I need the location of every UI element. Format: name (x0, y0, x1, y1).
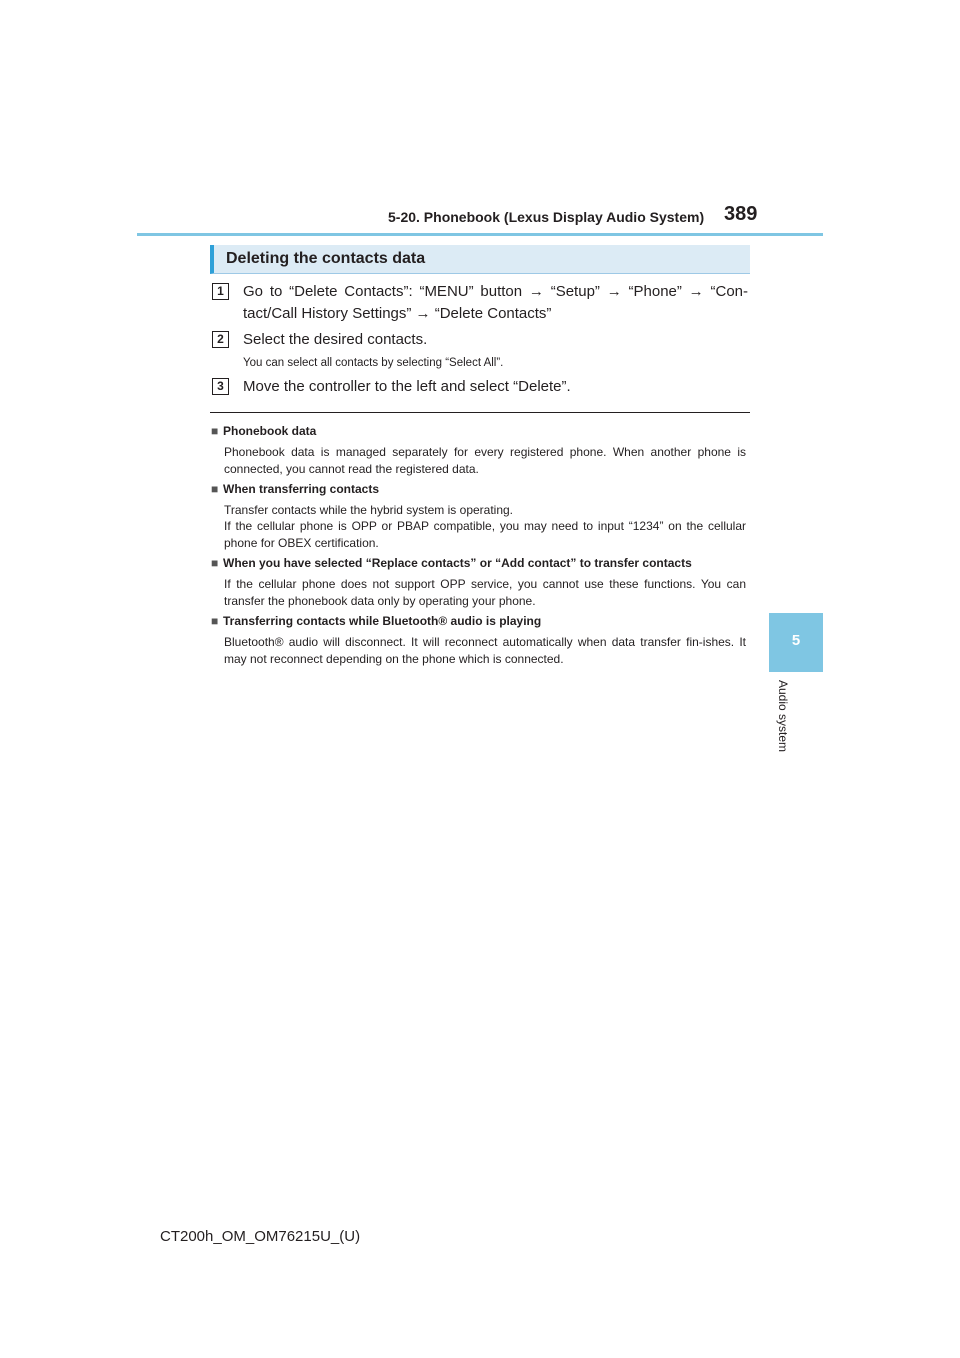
step-text-2: Select the desired contacts. (243, 331, 428, 348)
chapter-tab-label: Audio system (776, 680, 790, 753)
step-note-2: You can select all contacts by selecting “Select All”. (243, 357, 504, 369)
step-number-3: 3 (212, 378, 229, 395)
square-bullet-icon: ■ (211, 556, 219, 570)
note-heading-transferring (211, 482, 379, 496)
note-heading-phonebook (211, 424, 316, 438)
step-number-2: 2 (212, 331, 229, 348)
step-text-3: Move the controller to the left and select “Delete”. (243, 378, 571, 395)
square-bullet-icon: ■ (211, 424, 219, 438)
section-title: Deleting the contacts data (226, 250, 426, 267)
divider (210, 412, 750, 413)
note-heading-text: When transferring contacts (223, 482, 380, 496)
step-text-1: Go to “Delete Contacts”: “MENU” button → “Setup” → “Phone” → “Con-tact/Call History Settings” → “Delete Contacts” (243, 283, 748, 322)
note-heading-text: Phonebook data (223, 424, 317, 438)
header-rule (137, 233, 823, 236)
square-bullet-icon: ■ (211, 614, 219, 628)
note-body-bluetooth: Bluetooth® audio will disconnect. It will reconnect automatically when data transfer fin-ishes. It may not reconnect depending on the phone which is connected. (224, 635, 746, 666)
note-body-phonebook: Phonebook data is managed separately for every registered phone. When another phone is connected, you cannot read the registered data. (224, 445, 746, 476)
step-number-1: 1 (212, 283, 229, 300)
chapter-tab[interactable] (769, 613, 823, 672)
note-heading-replace-add (211, 556, 692, 570)
section-band (210, 245, 750, 274)
note-body-transferring: Transfer contacts while the hybrid system is operating. (224, 503, 514, 517)
note-heading-bluetooth (211, 614, 541, 628)
header-section-title: 5-20. Phonebook (Lexus Display Audio System) (388, 209, 705, 225)
note-body-replace-add: If the cellular phone does not support OPP service, you cannot use these functions. You can transfer the phonebook data only by operating your phone. (224, 577, 746, 608)
square-bullet-icon: ■ (211, 482, 219, 496)
chapter-tab-number: 5 (791, 632, 801, 649)
page-number: 389 (724, 203, 758, 225)
note-heading-text: When you have selected “Replace contacts” or “Add contact” to transfer contacts (223, 556, 692, 570)
note-body-transferring-2: If the cellular phone is OPP or PBAP compatible, you may need to input “1234” on the cellular phone for OBEX certification. (224, 519, 746, 550)
footer-document-code: CT200h_OM_OM76215U_(U) (160, 1228, 361, 1245)
note-heading-text: Transferring contacts while Bluetooth® audio is playing (223, 614, 542, 628)
